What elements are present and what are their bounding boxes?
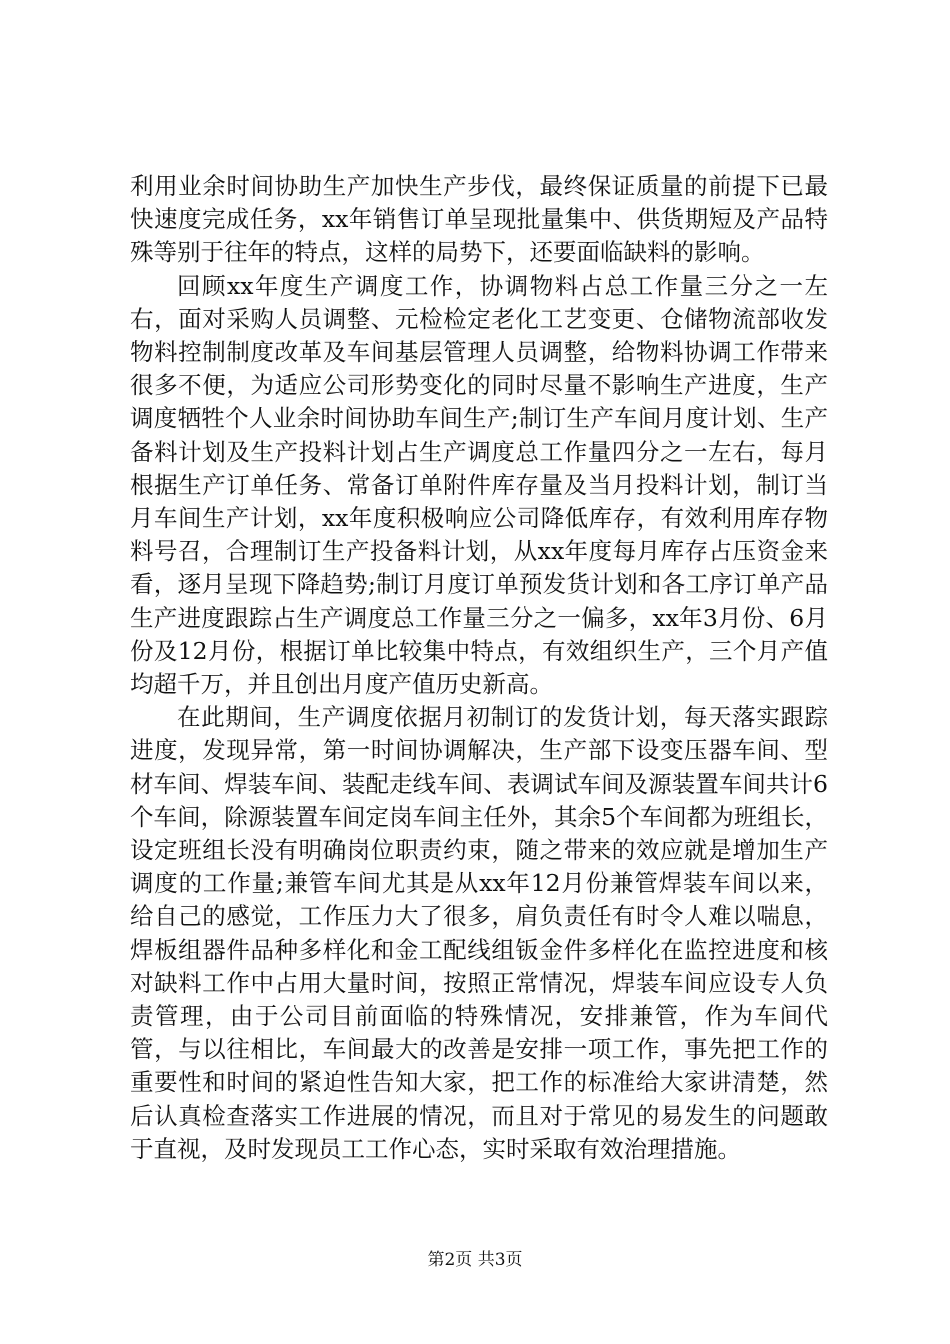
document-body	[130, 170, 828, 1166]
paragraph-1: 利用业余时间协助生产加快生产步伐，最终保证质量的前提下已最快速度完成任务，xx年销售订单呈现批量集中、供货期短及产品特殊等别于往年的特点，这样的局势下，还要面临缺料的影响。	[130, 172, 828, 267]
page-number-footer: 第2页 共3页	[427, 1250, 523, 1270]
paragraph-2: 回顾xx年度生产调度工作，协调物料占总工作量三分之一左右，面对采购人员调整、元检检定老化工艺变更、仓储物流部收发物料控制制度改革及车间基层管理人员调整，给物料协调工作带来很多不便，为适应公司形势变化的同时尽量不影响生产进度，生产调度牺牲个人业余时间协助车间生产;制订生产车间月度计划、生产备料计划及生产投料计划占生产调度总工作量四分之一左右，每月根据生产订单任务、常备订单附件库存量及当月投料计划，制订当月车间生产计划，xx年度积极响应公司降低库存，有效利用库存物料号召，合理制订生产投备料计划，从xx年度每月库存占压资金来看，逐月呈现下降趋势;制订月度订单预发货计划和各工序订单产品生产进度跟踪占生产调度总工作量三分之一偏多，xx年3月份、6月份及12月份，根据订单比较集中特点，有效组织生产，三个月产值均超千万，并且创出月度产值历史新高。	[130, 271, 828, 699]
paragraph-3: 在此期间，生产调度依据月初制订的发货计划，每天落实跟踪进度，发现异常，第一时间协调解决，生产部下设变压器车间、型材车间、焊装车间、装配走线车间、表调试车间及源装置车间共计6个车间，除源装置车间定岗车间主任外，其余5个车间都为班组长，设定班组长没有明确岗位职责约束，随之带来的效应就是增加生产调度的工作量;兼管车间尤其是从xx年12月份兼管焊装车间以来，给自己的感觉，工作压力大了很多，肩负责任有时令人难以喘息，焊板组器件品种多样化和金工配线组钣金件多样化在监控进度和核对缺料工作中占用大量时间，按照正常情况，焊装车间应设专人负责管理，由于公司目前面临的特殊情况，安排兼管，作为车间代管，与以往相比，车间最大的改善是安排一项工作，事先把工作的重要性和时间的紧迫性告知大家，把工作的标准给大家讲清楚，然后认真检查落实工作进展的情况，而且对于常见的易发生的问题敢于直视，及时发现员工工作心态，实时采取有效治理措施。	[130, 703, 828, 1163]
